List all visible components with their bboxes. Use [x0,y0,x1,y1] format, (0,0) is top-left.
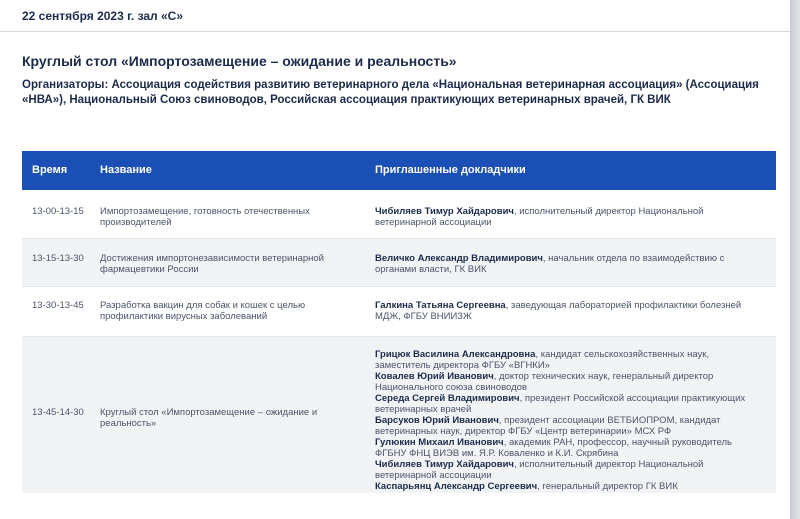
speaker-name: Каспарьянц Александр Сергеевич [375,481,538,492]
speaker-role: , кандидат сельскохозяйственных наук, заместитель директора ФГБУ «ВГНКИ» [375,349,710,371]
speaker-role: , исполнительный директор Национальной ветеринарной ассоциации [375,459,704,481]
table-row [22,190,776,239]
row-speakers [375,300,755,322]
speaker-role: , академик РАН, профессор, научный руководитель ФГБНУ ФНЦ ВИЭВ им. Я.Р. Коваленко и К.И. Скрябина [375,437,732,459]
column-header-speakers: Приглашенные докладчики [375,164,526,176]
row-title: Разработка вакцин для собак и кошек с целью профилактики вирусных заболеваний [100,300,306,322]
speaker-entry [375,459,755,481]
table-header [22,151,776,190]
row-speakers [375,253,755,275]
speaker-name: Барсуков Юрий Иванович [375,415,499,426]
row-time: 13-15-13-30 [32,253,84,264]
speaker-role: , президент ассоциации ВЕТБИОПРОМ, кандидат ветеринарных наук, директор ФГБУ «Центр ветеринарии» МСХ РФ [375,415,721,437]
speaker-name: Чибиляев Тимур Хайдарович [375,206,514,217]
row-speakers [375,349,755,492]
session-date-hall: 22 сентября 2023 г. зал «С» [22,9,184,23]
session-title: Круглый стол «Импортозамещение – ожидание и реальность» [22,53,457,69]
header-divider [0,31,790,32]
row-time: 13-00-13-15 [32,206,84,217]
row-title: Импортозамещение, готовность отечественных производителей [100,206,310,228]
row-title: Достижения импортонезависимости ветеринарной фармацевтики России [100,253,324,275]
schedule-table [22,151,776,493]
speaker-entry [375,371,755,393]
speaker-role: , генеральный директор ГК ВИК [537,481,678,492]
speaker-role: , исполнительный директор Национальной ветеринарной ассоциации [375,206,704,228]
speaker-entry [375,393,755,415]
speaker-name: Гулюкин Михаил Иванович [375,437,504,448]
speaker-entry [375,481,755,492]
table-row [22,239,776,287]
speaker-name: Чибиляев Тимур Хайдарович [375,459,514,470]
speaker-name: Галкина Татьяна Сергеевна [375,300,506,311]
speaker-name: Грицюк Василина Александровна [375,349,536,360]
table-row [22,337,776,493]
speaker-entry [375,437,755,459]
column-header-name: Название [100,164,152,176]
row-time: 13-30-13-45 [32,300,84,311]
speaker-role: , доктор технических наук, генеральный директор Национального союза свиноводов [375,371,714,393]
row-time: 13-45-14-30 [32,407,84,418]
table-row [22,287,776,337]
row-speakers [375,206,755,228]
speaker-entry [375,349,755,371]
organizers-text: Организаторы: Ассоциация содействия развитию ветеринарного дела «Национальная ветеринарная ассоциация» (Ассоциация «НВА»), Национальный Союз свиноводов, Российская ассоциация практикующих ветеринарных врачей, ГК ВИК [22,79,759,106]
speaker-name: Середа Сергей Владимирович [375,393,520,404]
speaker-role: , президент Российской ассоциации практикующих ветеринарных врачей [375,393,746,415]
speaker-entry [375,415,755,437]
speaker-name: Величко Александр Владимирович [375,253,543,264]
speaker-role: , заведующая лабораторией профилактики болезней МДЖ, ФГБУ ВНИИЗЖ [375,300,742,322]
row-title: Круглый стол «Импортозамещение – ожидание и реальность» [100,407,318,429]
speaker-name: Ковалев Юрий Иванович [375,371,494,382]
column-header-time: Время [32,164,68,176]
page-edge-shadow [790,0,800,519]
speaker-role: , начальник отдела по взаимодействию с органами власти, ГК ВИК [375,253,725,275]
